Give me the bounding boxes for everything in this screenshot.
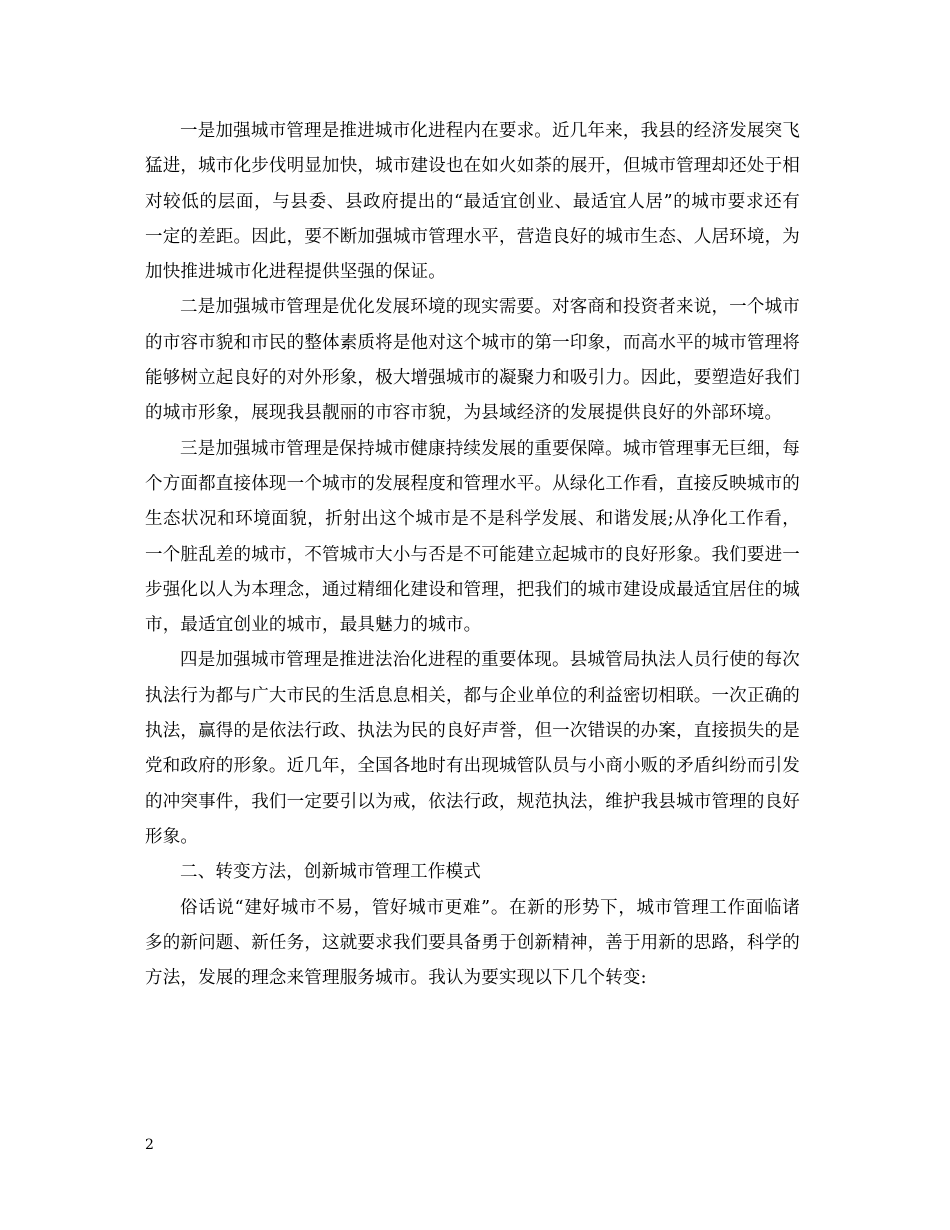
paragraph-urbanization-requirement: 一是加强城市管理是推进城市化进程内在要求。近几年来，我县的经济发展突飞猛进，城市化步伐明显加快，城市建设也在如火如荼的展开，但城市管理却还处于相对较低的层面，与县委、县政府提出的“最适宜创业、最适宜人居”的城市要求还有一定的差距。因此，要不断加强城市管理水平，营造良好的城市生态、人居环境，为加快推进城市化进程提供坚强的保证。 — [145, 121, 800, 283]
paragraph-sustainable-development: 三是加强城市管理是保持城市健康持续发展的重要保障。城市管理事无巨细，每个方面都直接体现一个城市的发展程度和管理水平。从绿化工作看，直接反映城市的生态状况和环境面貌，折射出这个城市是不是科学发展、和谐发展;从净化工作看，一个脏乱差的城市，不管城市大小与否是不可能建立起城市的良好形象。我们要进一步强化以人为本理念，通过精细化建设和管理，把我们的城市建设成最适宜居住的城市，最适宜创业的城市，最具魅力的城市。 — [145, 438, 800, 636]
page-number: 2 — [145, 1137, 154, 1153]
paragraph-development-environment: 二是加强城市管理是优化发展环境的现实需要。对客商和投资者来说，一个城市的市容市貌和市民的整体素质将是他对这个城市的第一印象，而高水平的城市管理将能够树立起良好的对外形象，极大增强城市的凝聚力和吸引力。因此，要塑造好我们的城市形象，展现我县靓丽的市容市貌，为县域经济的发展提供良好的外部环境。 — [145, 297, 800, 424]
paragraph-rule-of-law: 四是加强城市管理是推进法治化进程的重要体现。县城管局执法人员行使的每次执法行为都与广大市民的生活息息相关，都与企业单位的利益密切相联。一次正确的执法，赢得的是依法行政、执法为民的良好声誉，但一次错误的办案，直接损失的是党和政府的形象。近几年，全国各地时有出现城管队员与小商小贩的矛盾纠纷而引发的冲突事件，我们一定要引以为戒，依法行政，规范执法，维护我县城市管理的良好形象。 — [145, 650, 800, 847]
section-heading: 二、转变方法，创新城市管理工作模式 — [180, 862, 481, 883]
body-text — [145, 114, 800, 996]
paragraph-transformation-intro: 俗话说“建好城市不易，管好城市更难”。在新的形势下，城市管理工作面临诸多的新问题、新任务，这就要求我们要具备勇于创新精神，善于用新的思路，科学的方法，发展的理念来管理服务城市。我认为要实现以下几个转变: — [145, 897, 800, 989]
